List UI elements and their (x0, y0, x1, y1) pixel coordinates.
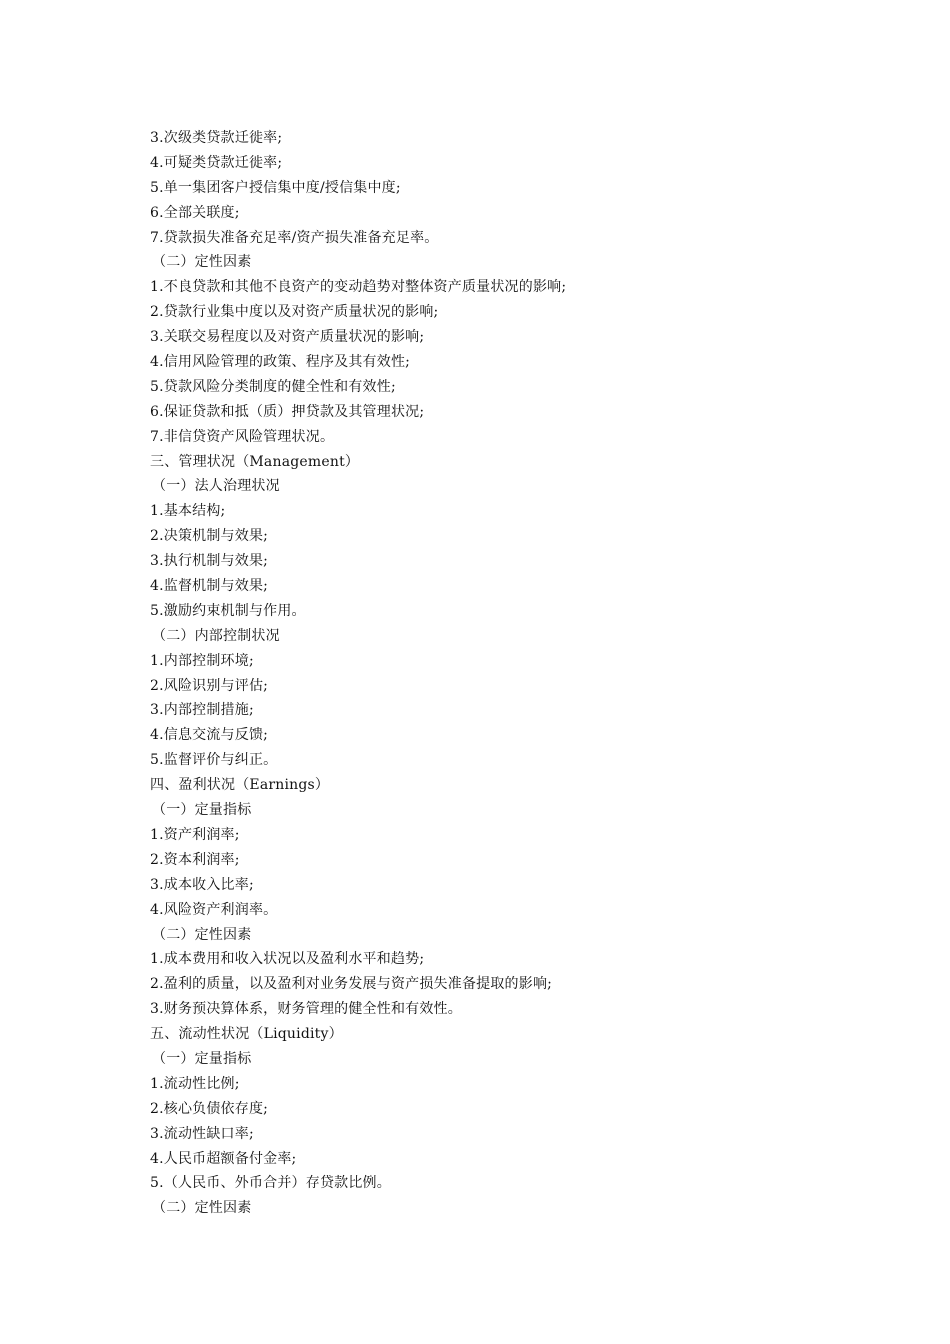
document-body (150, 126, 870, 1221)
list-item: 1.不良贷款和其他不良资产的变动趋势对整体资产质量状况的影响; (150, 279, 567, 296)
list-item: 2.风险识别与评估; (150, 677, 269, 694)
list-item: 4.信用风险管理的政策、程序及其有效性; (150, 354, 411, 371)
subsection-heading: （一）定量指标 (152, 1050, 252, 1067)
list-item: 3.执行机制与效果; (150, 553, 269, 570)
list-item: 1.基本结构; (150, 503, 226, 520)
list-item: 3.成本收入比率; (150, 876, 254, 893)
list-item: 1.成本费用和收入状况以及盈利水平和趋势; (150, 951, 425, 968)
list-item: 3.财务预决算体系，财务管理的健全性和有效性。 (150, 1001, 462, 1018)
list-item: 4.可疑类贷款迁徙率; (150, 154, 283, 171)
list-item: 4.人民币超额备付金率; (150, 1150, 297, 1167)
list-item: 2.资本利润率; (150, 851, 240, 868)
list-item: 1.资产利润率; (150, 826, 240, 843)
list-item: 4.风险资产利润率。 (150, 901, 278, 918)
list-item: 3.内部控制措施; (150, 702, 254, 719)
list-item: 6.保证贷款和抵（质）押贷款及其管理状况; (150, 403, 425, 420)
list-item: 5.激励约束机制与作用。 (150, 602, 306, 619)
subsection-heading: （一）定量指标 (152, 802, 252, 819)
subsection-heading: （二）定性因素 (152, 926, 252, 943)
list-item: 5.单一集团客户授信集中度/授信集中度; (150, 179, 401, 196)
subsection-heading: （二）定性因素 (152, 1200, 252, 1217)
list-item: 3.流动性缺口率; (150, 1125, 254, 1142)
section-heading: 三、管理状况（Management） (150, 453, 360, 470)
list-item: 5.贷款风险分类制度的健全性和有效性; (150, 378, 396, 395)
list-item: 5.监督评价与纠正。 (150, 752, 278, 769)
list-item: 3.关联交易程度以及对资产质量状况的影响; (150, 329, 425, 346)
list-item: 3.次级类贷款迁徙率; (150, 130, 283, 146)
section-heading: 四、盈利状况（Earnings） (150, 777, 330, 794)
list-item: 4.信息交流与反馈; (150, 727, 269, 744)
subsection-heading: （二）定性因素 (152, 254, 252, 271)
subsection-heading: （一）法人治理状况 (152, 478, 280, 495)
list-item: 2.贷款行业集中度以及对资产质量状况的影响; (150, 304, 439, 321)
list-item: 1.内部控制环境; (150, 652, 254, 669)
list-item: 7.贷款损失准备充足率/资产损失准备充足率。 (150, 229, 439, 246)
list-item: 5.（人民币、外币合并）存贷款比例。 (150, 1175, 391, 1192)
list-item: 7.非信贷资产风险管理状况。 (150, 428, 335, 445)
list-item: 2.决策机制与效果; (150, 528, 269, 545)
list-item: 2.盈利的质量，以及盈利对业务发展与资产损失准备提取的影响; (150, 976, 553, 993)
list-item: 1.流动性比例; (150, 1075, 240, 1092)
list-item: 4.监督机制与效果; (150, 578, 269, 595)
section-heading: 五、流动性状况（Liquidity） (150, 1026, 343, 1043)
list-item: 6.全部关联度; (150, 204, 240, 221)
list-item: 2.核心负债依存度; (150, 1100, 269, 1117)
subsection-heading: （二）内部控制状况 (152, 627, 280, 644)
